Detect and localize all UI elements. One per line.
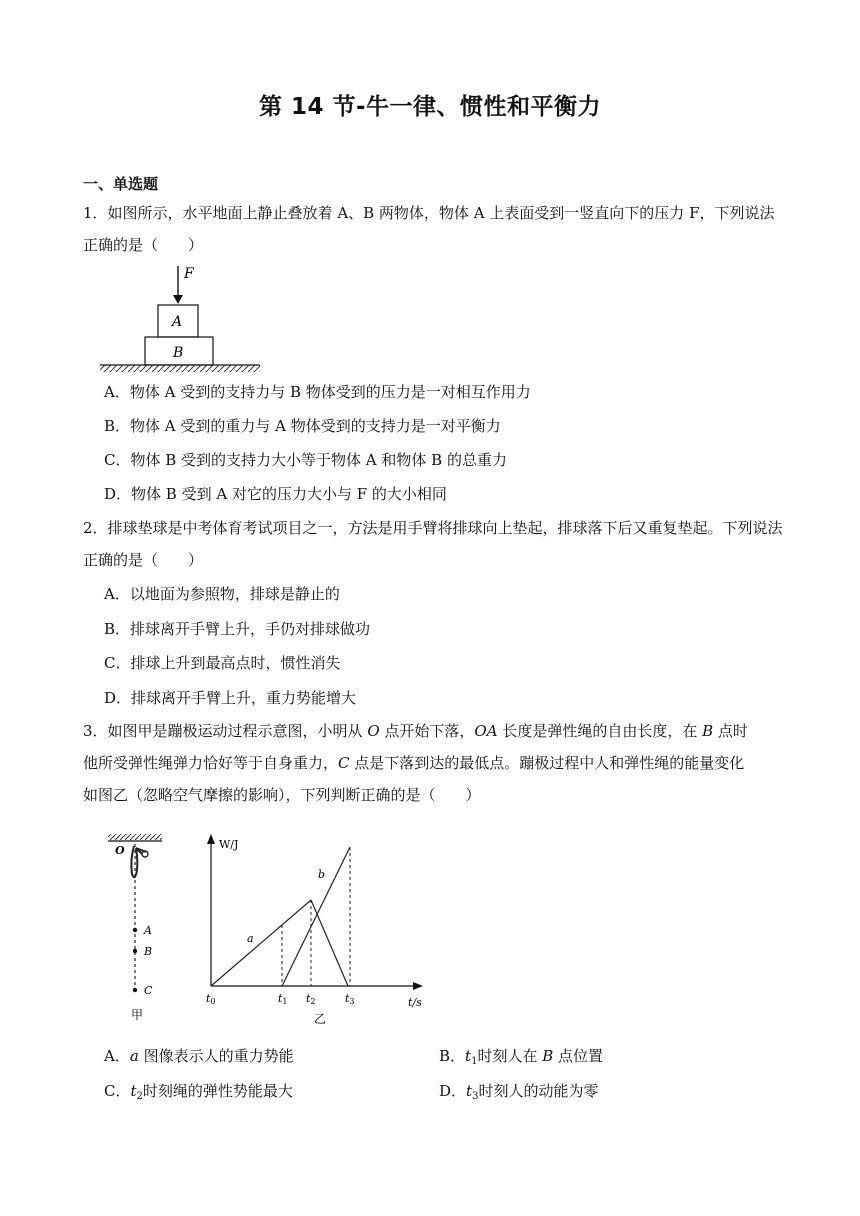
y-axis-label: W/J (219, 838, 239, 851)
q1-option-d: D．物体 B 受到 A 对它的压力大小与 F 的大小相同 (104, 485, 447, 503)
tick-t0: t0 (206, 992, 216, 1006)
point-a (133, 928, 137, 932)
q2-option-b: B．排球离开手臂上升，手仍对排球做功 (104, 620, 371, 638)
block-b-label: B (173, 345, 184, 361)
force-arrow-head (173, 295, 183, 304)
question-1-text: 1．如图所示，水平地面上静止叠放着 A、B 两物体，物体 A 上表面受到一竖直向下的压力 F，下列说法正确的是（ ） (83, 204, 775, 254)
q1-option-a: A．物体 A 受到的支持力与 B 物体受到的压力是一对相互作用力 (104, 383, 531, 401)
line-a (211, 900, 311, 986)
block-a-label: A (172, 314, 183, 330)
q2-option-d: D．排球离开手臂上升，重力势能增大 (104, 689, 357, 707)
page-title: 第 14 节-牛一律、惯性和平衡力 (258, 94, 602, 120)
caption-yi: 乙 (313, 1012, 327, 1026)
y-axis-arrow (207, 834, 215, 844)
point-c (133, 988, 137, 992)
ceiling-hatch (108, 834, 162, 840)
question-3-text: 3．如图甲是蹦极运动过程示意图，小明从 O 点开始下落，OA 长度是弹性绳的自由长度，在 B 点时 他所受弹性绳弹力恰好等于自身重力，C 点是下落到达的最低点。蹦极过程中人和弹性绳的能量变化 如图乙（忽略空气摩擦的影响），下列判断正确的是（ ） (83, 722, 748, 804)
ground-hatch (100, 365, 260, 372)
force-label: F (184, 266, 194, 282)
line-a-label: a (247, 932, 254, 945)
line-b-label: b (318, 868, 326, 881)
point-b (133, 949, 137, 953)
q1-option-c: C．物体 B 受到的支持力大小等于物体 A 和物体 B 的总重力 (104, 451, 507, 469)
q3-option-d: D．$t_3$时刻人的动能为零 (439, 1082, 599, 1102)
point-c-label: C (144, 984, 153, 997)
q3-option-a: A．a 图像表示人的重力势能 (104, 1047, 294, 1065)
q1-figure-blocks (100, 262, 265, 374)
q3-option-b: B．$t_1$时刻人在 B 点位置 (439, 1047, 604, 1067)
question-2-text: 2．排球垫球是中考体育考试项目之一，方法是用手臂将排球向上垫起，排球落下后又重复垫起。下列说法正确的是（ ） (83, 519, 783, 569)
point-a-label: A (144, 924, 152, 937)
point-o-label: O (115, 844, 125, 857)
q3-figure-jia (100, 830, 170, 1025)
caption-jia: 甲 (130, 1008, 144, 1022)
tick-t2: t2 (306, 992, 316, 1006)
point-b-label: B (144, 945, 153, 958)
q2-option-a: A．以地面为参照物，排球是静止的 (104, 585, 340, 603)
q3-figure-yi (195, 830, 440, 1030)
x-axis-label: t/s (408, 996, 422, 1009)
tick-t3: t3 (345, 992, 355, 1006)
section-heading: 一、单选题 (83, 175, 159, 193)
q3-option-c: C．$t_2$时刻绳的弹性势能最大 (104, 1082, 293, 1102)
tick-t1: t1 (278, 992, 288, 1006)
line-a-drop (311, 900, 348, 986)
x-axis-arrow (413, 982, 423, 990)
q2-option-c: C．排球上升到最高点时，惯性消失 (104, 654, 341, 672)
q1-option-b: B．物体 A 受到的重力与 A 物体受到的支持力是一对平衡力 (104, 417, 501, 435)
